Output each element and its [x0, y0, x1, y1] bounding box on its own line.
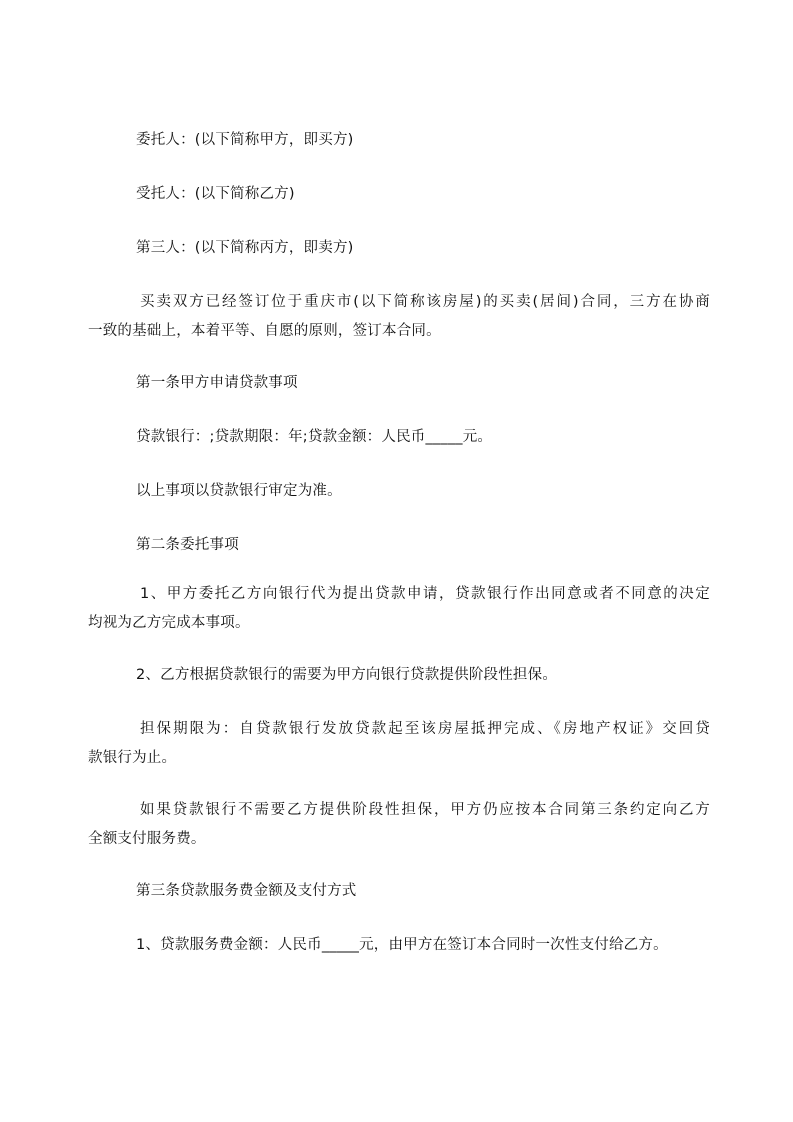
paragraph-intro-line-1: 买卖双方已经签订位于重庆市(以下简称该房屋)的买卖(居间)合同，三方在协商: [140, 294, 710, 310]
clause-2-1-line-1: 1、甲方委托乙方向银行代为提出贷款申请，贷款银行作出同意或者不同意的决定: [140, 586, 710, 602]
paragraph-agent: 受托人：(以下简称乙方): [136, 186, 295, 202]
clause-2-2: 2、乙方根据贷款银行的需要为甲方向银行贷款提供阶段性担保。: [136, 667, 558, 683]
paragraph-principal: 委托人：(以下简称甲方，即买方): [136, 132, 354, 148]
no-guarantee-clause-line-1: 如果贷款银行不需要乙方提供阶段性担保，甲方仍应按本合同第三条约定向乙方: [140, 802, 710, 818]
loan-approval-note: 以上事项以贷款银行审定为准。: [136, 483, 342, 499]
article-3-heading: 第三条贷款服务费金额及支付方式: [136, 883, 357, 899]
guarantee-period-line-2: 款银行为止。: [88, 750, 177, 766]
clause-3-1: 1、贷款服务费金额：人民币_____元，由甲方在签订本合同时一次性支付给乙方。: [136, 937, 668, 953]
clause-2-1-line-2: 均视为乙方完成本事项。: [88, 615, 250, 631]
no-guarantee-clause-line-2: 全额支付服务费。: [88, 831, 206, 847]
guarantee-period-line-1: 担保期限为：自贷款银行发放贷款起至该房屋抵押完成、《房地产权证》交回贷: [140, 721, 710, 737]
paragraph-third-party: 第三人：(以下简称丙方，即卖方): [136, 240, 354, 256]
loan-details: 贷款银行：;贷款期限：年;贷款金额：人民币_____元。: [136, 429, 493, 445]
article-1-heading: 第一条甲方申请贷款事项: [136, 375, 298, 391]
article-2-heading: 第二条委托事项: [136, 537, 239, 553]
paragraph-intro-line-2: 一致的基础上，本着平等、自愿的原则，签订本合同。: [88, 323, 441, 339]
